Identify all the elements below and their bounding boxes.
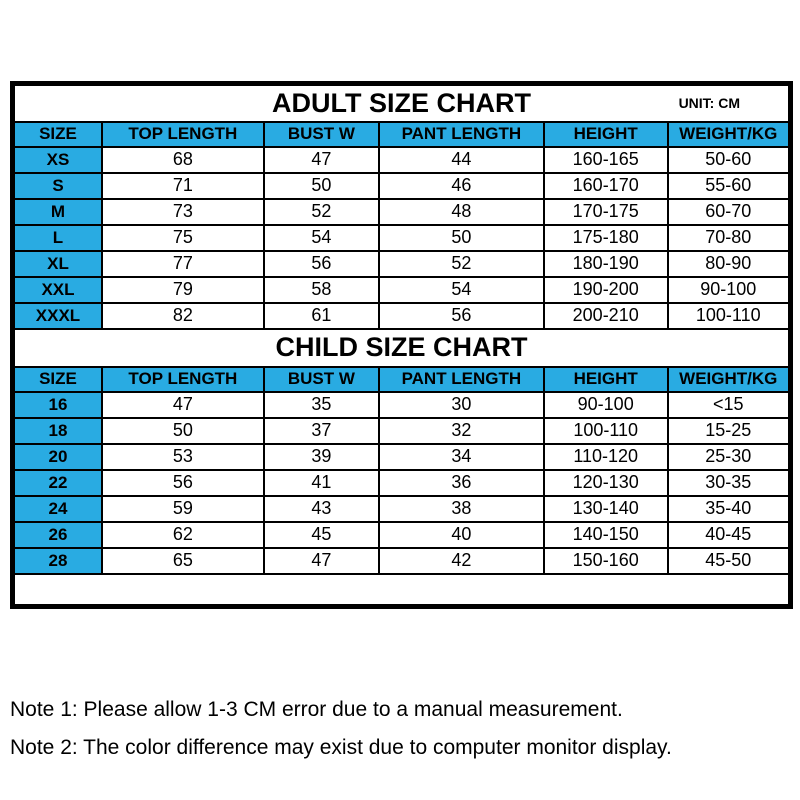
size-cell: 28 bbox=[13, 548, 102, 574]
child-header-weight: WEIGHT/KG bbox=[668, 367, 791, 392]
adult-header-pant-length: PANT LENGTH bbox=[379, 122, 544, 147]
size-cell: 24 bbox=[13, 496, 102, 522]
value-cell: 77 bbox=[102, 251, 264, 277]
value-cell: 35-40 bbox=[668, 496, 791, 522]
adult-header-top-length: TOP LENGTH bbox=[102, 122, 264, 147]
child-chart-title: CHILD SIZE CHART bbox=[275, 332, 528, 362]
notes-section bbox=[10, 697, 790, 773]
value-cell: 41 bbox=[264, 470, 379, 496]
child-header-pant-length: PANT LENGTH bbox=[379, 367, 544, 392]
value-cell: 68 bbox=[102, 147, 264, 173]
value-cell: 60-70 bbox=[668, 199, 791, 225]
child-row-28 bbox=[13, 548, 791, 574]
adult-row-s bbox=[13, 173, 791, 199]
child-row-26 bbox=[13, 522, 791, 548]
empty-bottom-row bbox=[13, 574, 791, 607]
value-cell: 190-200 bbox=[544, 277, 668, 303]
value-cell: 54 bbox=[379, 277, 544, 303]
value-cell: 150-160 bbox=[544, 548, 668, 574]
size-cell: M bbox=[13, 199, 102, 225]
value-cell: 52 bbox=[264, 199, 379, 225]
adult-header-size: SIZE bbox=[13, 122, 102, 147]
value-cell: 140-150 bbox=[544, 522, 668, 548]
value-cell: 56 bbox=[379, 303, 544, 329]
value-cell: 50 bbox=[379, 225, 544, 251]
value-cell: 110-120 bbox=[544, 444, 668, 470]
adult-row-xxl bbox=[13, 277, 791, 303]
child-row-20 bbox=[13, 444, 791, 470]
child-row-16 bbox=[13, 392, 791, 418]
value-cell: 52 bbox=[379, 251, 544, 277]
adult-row-xl bbox=[13, 251, 791, 277]
value-cell: 44 bbox=[379, 147, 544, 173]
adult-row-xs bbox=[13, 147, 791, 173]
size-cell: XL bbox=[13, 251, 102, 277]
size-cell: 16 bbox=[13, 392, 102, 418]
adult-header-height: HEIGHT bbox=[544, 122, 668, 147]
value-cell: 100-110 bbox=[544, 418, 668, 444]
value-cell: 90-100 bbox=[668, 277, 791, 303]
child-title-row bbox=[13, 329, 791, 367]
size-cell: XXXL bbox=[13, 303, 102, 329]
value-cell: 53 bbox=[102, 444, 264, 470]
value-cell: 130-140 bbox=[544, 496, 668, 522]
value-cell: 200-210 bbox=[544, 303, 668, 329]
adult-header-weight: WEIGHT/KG bbox=[668, 122, 791, 147]
value-cell: 47 bbox=[102, 392, 264, 418]
value-cell: <15 bbox=[668, 392, 791, 418]
size-cell: XXL bbox=[13, 277, 102, 303]
value-cell: 37 bbox=[264, 418, 379, 444]
value-cell: 62 bbox=[102, 522, 264, 548]
child-row-24 bbox=[13, 496, 791, 522]
value-cell: 40 bbox=[379, 522, 544, 548]
value-cell: 75 bbox=[102, 225, 264, 251]
value-cell: 38 bbox=[379, 496, 544, 522]
value-cell: 160-170 bbox=[544, 173, 668, 199]
value-cell: 46 bbox=[379, 173, 544, 199]
value-cell: 79 bbox=[102, 277, 264, 303]
value-cell: 25-30 bbox=[668, 444, 791, 470]
size-cell: S bbox=[13, 173, 102, 199]
empty-cell bbox=[13, 574, 791, 607]
value-cell: 59 bbox=[102, 496, 264, 522]
value-cell: 54 bbox=[264, 225, 379, 251]
value-cell: 35 bbox=[264, 392, 379, 418]
child-row-18 bbox=[13, 418, 791, 444]
value-cell: 120-130 bbox=[544, 470, 668, 496]
value-cell: 160-165 bbox=[544, 147, 668, 173]
unit-label: UNIT: CM bbox=[678, 95, 740, 112]
value-cell: 65 bbox=[102, 548, 264, 574]
value-cell: 180-190 bbox=[544, 251, 668, 277]
child-header-height: HEIGHT bbox=[544, 367, 668, 392]
value-cell: 50-60 bbox=[668, 147, 791, 173]
value-cell: 58 bbox=[264, 277, 379, 303]
value-cell: 36 bbox=[379, 470, 544, 496]
value-cell: 47 bbox=[264, 147, 379, 173]
value-cell: 34 bbox=[379, 444, 544, 470]
value-cell: 90-100 bbox=[544, 392, 668, 418]
value-cell: 48 bbox=[379, 199, 544, 225]
value-cell: 70-80 bbox=[668, 225, 791, 251]
value-cell: 71 bbox=[102, 173, 264, 199]
value-cell: 73 bbox=[102, 199, 264, 225]
value-cell: 175-180 bbox=[544, 225, 668, 251]
value-cell: 100-110 bbox=[668, 303, 791, 329]
value-cell: 15-25 bbox=[668, 418, 791, 444]
child-header-bust-w: BUST W bbox=[264, 367, 379, 392]
value-cell: 56 bbox=[264, 251, 379, 277]
note-1: Note 1: Please allow 1-3 CM error due to a manual measurement. bbox=[10, 698, 623, 721]
value-cell: 43 bbox=[264, 496, 379, 522]
value-cell: 80-90 bbox=[668, 251, 791, 277]
size-cell: 26 bbox=[13, 522, 102, 548]
value-cell: 40-45 bbox=[668, 522, 791, 548]
value-cell: 61 bbox=[264, 303, 379, 329]
adult-title-cell bbox=[13, 84, 791, 122]
value-cell: 82 bbox=[102, 303, 264, 329]
size-cell: L bbox=[13, 225, 102, 251]
adult-row-xxxl bbox=[13, 303, 791, 329]
child-header-top-length: TOP LENGTH bbox=[102, 367, 264, 392]
value-cell: 30-35 bbox=[668, 470, 791, 496]
size-cell: 22 bbox=[13, 470, 102, 496]
value-cell: 55-60 bbox=[668, 173, 791, 199]
value-cell: 56 bbox=[102, 470, 264, 496]
adult-row-m bbox=[13, 199, 791, 225]
adult-header-bust-w: BUST W bbox=[264, 122, 379, 147]
child-title-cell bbox=[13, 329, 791, 367]
value-cell: 47 bbox=[264, 548, 379, 574]
child-row-22 bbox=[13, 470, 791, 496]
value-cell: 45 bbox=[264, 522, 379, 548]
adult-chart-title: ADULT SIZE CHART bbox=[272, 87, 531, 118]
child-header-size: SIZE bbox=[13, 367, 102, 392]
value-cell: 39 bbox=[264, 444, 379, 470]
adult-header-row bbox=[13, 122, 791, 147]
size-cell: XS bbox=[13, 147, 102, 173]
size-cell: 18 bbox=[13, 418, 102, 444]
value-cell: 42 bbox=[379, 548, 544, 574]
note-2: Note 2: The color difference may exist due to computer monitor display. bbox=[10, 736, 672, 759]
size-chart-table bbox=[10, 81, 793, 609]
value-cell: 50 bbox=[264, 173, 379, 199]
adult-title-row bbox=[13, 84, 791, 122]
adult-row-l bbox=[13, 225, 791, 251]
value-cell: 32 bbox=[379, 418, 544, 444]
child-header-row bbox=[13, 367, 791, 392]
value-cell: 50 bbox=[102, 418, 264, 444]
size-cell: 20 bbox=[13, 444, 102, 470]
value-cell: 30 bbox=[379, 392, 544, 418]
value-cell: 170-175 bbox=[544, 199, 668, 225]
value-cell: 45-50 bbox=[668, 548, 791, 574]
